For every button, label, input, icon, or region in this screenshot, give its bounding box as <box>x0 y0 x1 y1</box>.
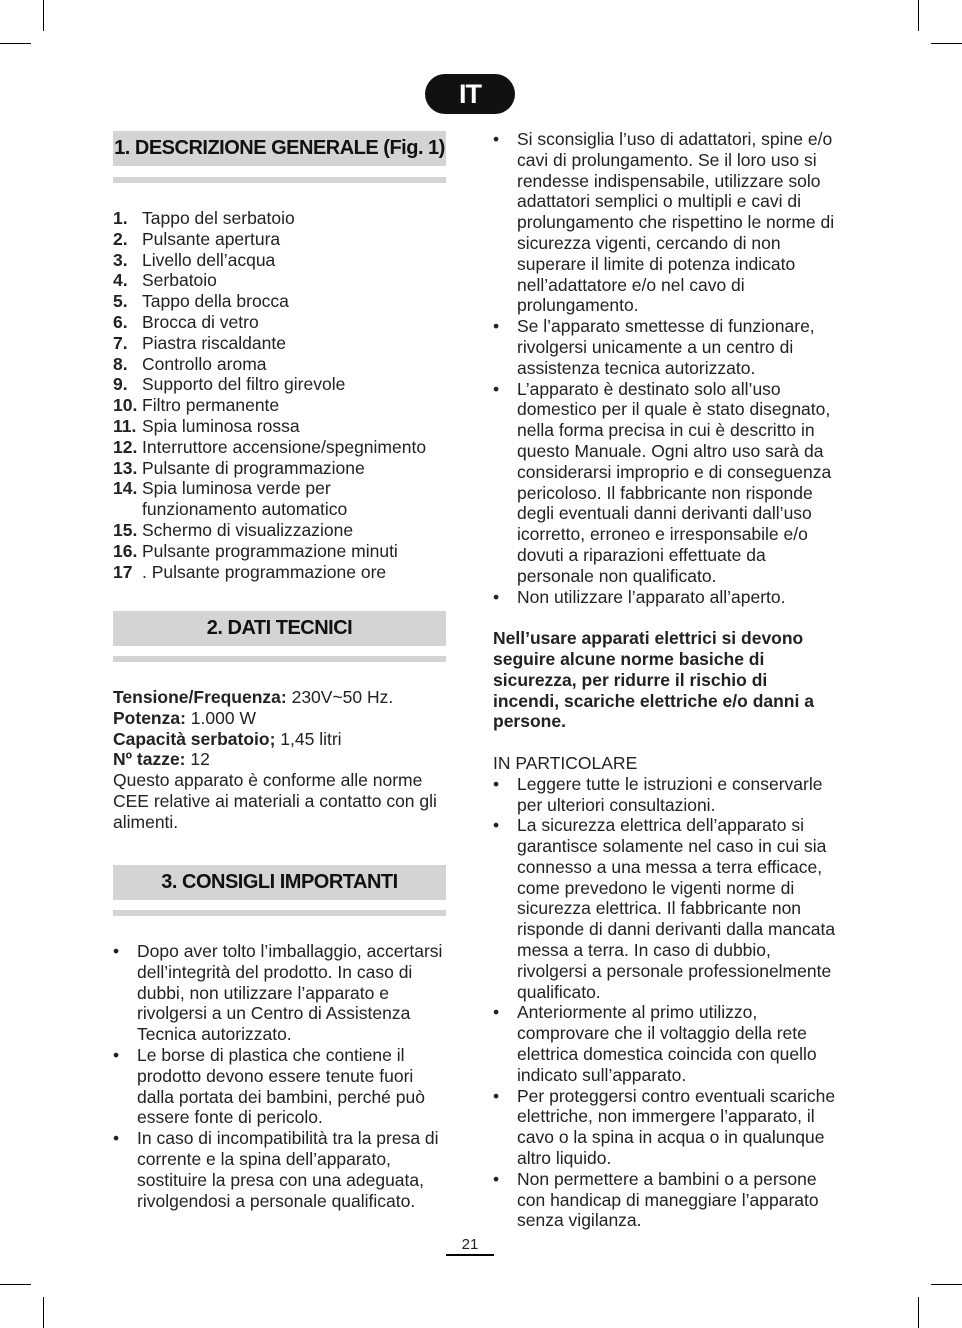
list-item <box>113 541 447 562</box>
section-title-general: 1. DESCRIZIONE GENERALE (Fig. 1) <box>113 131 446 166</box>
crop-mark <box>43 1297 44 1328</box>
list-item: • Leggere tutte le istruzioni e conservarle per ulteriori consultazioni. <box>493 774 838 816</box>
cups-row <box>113 749 447 770</box>
item-text: Spia luminosa verde per funzionamento automatico <box>142 478 348 520</box>
capacity-label: Capacità serbatoio; <box>113 728 276 749</box>
section-divider <box>113 656 446 662</box>
crop-mark <box>0 43 31 44</box>
item-text: . Pulsante programmazione ore <box>142 561 387 582</box>
item-text: Supporto del filtro girevole <box>142 374 346 395</box>
item-number: 8. <box>113 353 128 374</box>
capacity-row <box>113 729 447 750</box>
list-item <box>113 437 447 458</box>
crop-mark <box>918 0 919 31</box>
section-title-advice: 3. CONSIGLI IMPORTANTI <box>113 865 446 900</box>
list-item <box>113 333 447 354</box>
item-text: Tappo della brocca <box>142 291 289 312</box>
parts-list-container <box>113 208 447 582</box>
list-item: • Anteriormente al primo utilizzo, comprovare che il voltaggio della rete elettrica domestica coincida con quello indicato sull’apparato. <box>493 1002 838 1085</box>
item-number: 2. <box>113 228 128 249</box>
list-item: • L’apparato è destinato solo all’uso domestico per il quale è stato disegnato, nella forma precisa in cui è descritto in questo Manuale. Ogni altro uso sarà da considerarsi improprio e di conseguenza pericoloso. Il fabbricante non risponde degli eventuali danni derivanti dall’uso icorretto, erroneo e irresponsabile e/o dovuti a riparazioni effettuate da personale non qualificato. <box>493 379 838 587</box>
cups-label: Nº tazze: <box>113 749 186 770</box>
list-item: • Si sconsiglia l’uso di adattatori, spine e/o cavi di prolungamento. Se il loro uso si rendesse indispensabile, utilizzare solo adattatori semplici o multipli e cavi di prolungamento che rispettino le norme di sicurezza vigenti, cercando di non superare il limite di potenza indicato nell’adattatore e/o nel cavo di prolungamento. <box>493 129 838 316</box>
list-item <box>113 229 447 250</box>
item-number: 12. <box>113 436 138 457</box>
item-text: Piastra riscaldante <box>142 332 286 353</box>
voltage-label: Tensione/Frequenza: <box>113 687 287 707</box>
item-text: Livello dell’acqua <box>142 249 276 270</box>
item-number: 3. <box>113 249 128 270</box>
parts-list <box>113 208 447 582</box>
list-item <box>113 291 447 312</box>
item-text: Brocca di vetro <box>142 311 259 332</box>
safety-warning: Nell’usare apparati elettrici si devono seguire alcune norme basiche di sicurezza, per ridurre il rischio di incendi, scariche elettriche e/o danni a persone. <box>493 628 814 732</box>
crop-mark <box>931 1284 962 1285</box>
crop-mark <box>0 1284 31 1285</box>
list-item <box>113 250 447 271</box>
advice-left-container <box>113 941 447 1211</box>
item-text: Schermo di visualizzazione <box>142 519 354 540</box>
list-item: • Se l’apparato smettesse di funzionare, rivolgersi unicamente a un centro di assistenza tecnica autorizzato. <box>493 316 838 378</box>
list-item <box>113 520 447 541</box>
power-label: Potenza: <box>113 707 186 728</box>
list-item <box>113 458 447 479</box>
item-number: 4. <box>113 270 128 291</box>
crop-mark <box>918 1297 919 1328</box>
list-item <box>113 374 447 395</box>
item-text: Filtro permanente <box>142 395 280 416</box>
advice-list-right <box>493 129 838 607</box>
voltage-value: 230V~50 Hz. <box>286 687 394 707</box>
conformity-note: Questo apparato è conforme alle norme CEE relative ai materiali a contatto con gli alimenti. <box>113 770 437 832</box>
list-item: • Le borse di plastica che contiene il prodotto devono essere tenute fuori dalla portata dei bambini, perché può essere fonte di pericolo. <box>113 1045 447 1128</box>
item-number: 11. <box>113 415 137 436</box>
item-number: 15. <box>113 519 138 540</box>
list-item: • Per proteggersi contro eventuali scariche elettriche, non immergere l’apparato, il cavo o la spina in acqua o in qualunque altro liquido. <box>493 1086 838 1169</box>
item-text: Pulsante di programmazione <box>142 457 365 478</box>
item-number: 16. <box>113 540 138 561</box>
item-text: Serbatoio <box>142 270 217 291</box>
list-item <box>113 395 447 416</box>
item-text: Controllo aroma <box>142 353 267 374</box>
in-particular-heading: IN PARTICOLARE <box>493 752 638 773</box>
list-item: • In caso di incompatibilità tra la presa di corrente e la spina dell’apparato, sostituire la presa con una adeguata, rivolgendosi a personale qualificato. <box>113 1128 447 1211</box>
language-badge: IT <box>425 74 515 114</box>
list-item <box>113 208 447 229</box>
item-text: Interruttore accensione/spegnimento <box>142 436 427 457</box>
tech-data <box>113 687 447 833</box>
item-number: 5. <box>113 291 128 312</box>
item-number: 9. <box>113 374 128 395</box>
cups-value: 12 <box>185 749 210 770</box>
list-item: • Non utilizzare l’apparato all’aperto. <box>493 587 838 608</box>
item-number: 1. <box>113 208 128 228</box>
item-text: Pulsante apertura <box>142 228 281 249</box>
item-text: Spia luminosa rossa <box>142 415 300 436</box>
advice-right-container <box>493 129 838 1231</box>
item-text: Tappo del serbatoio <box>142 208 295 228</box>
list-item: • Non permettere a bambini o a persone con handicap di maneggiare l’apparato senza vigilanza. <box>493 1169 838 1231</box>
section-divider <box>113 910 446 916</box>
capacity-value: 1,45 litri <box>275 728 342 749</box>
section-divider <box>113 177 446 183</box>
item-number: 17 <box>113 561 133 582</box>
voltage-row <box>113 687 447 708</box>
item-number: 10. <box>113 395 138 416</box>
item-number: 13. <box>113 457 138 478</box>
section-title-tech: 2. DATI TECNICI <box>113 611 446 646</box>
advice-list-left <box>113 941 447 1211</box>
item-number: 14. <box>113 478 138 499</box>
item-number: 7. <box>113 332 128 353</box>
list-item <box>113 354 447 375</box>
list-item <box>113 416 447 437</box>
page-number: 21 <box>446 1236 494 1256</box>
power-value: 1.000 W <box>185 707 256 728</box>
particular-list <box>493 774 838 1232</box>
power-row <box>113 708 447 729</box>
crop-mark <box>931 43 962 44</box>
item-text: Pulsante programmazione minuti <box>142 540 398 561</box>
list-item <box>113 478 447 520</box>
list-item: • Dopo aver tolto l’imballaggio, accertarsi dell’integrità del prodotto. In caso di dubbi, non utilizzare l’apparato e rivolgersi a un Centro di Assistenza Tecnica autorizzato. <box>113 941 447 1045</box>
crop-mark <box>43 0 44 31</box>
list-item <box>113 312 447 333</box>
list-item <box>113 562 447 583</box>
item-number: 6. <box>113 311 128 332</box>
list-item <box>113 270 447 291</box>
list-item: • La sicurezza elettrica dell’apparato si garantisce solamente nel caso in cui sia connesso a una messa a terra efficace, come prevedono le vigenti norme di sicurezza elettrica. Il fabbricante non risponde di danni derivanti dalla mancata messa a terra. In caso di dubbio, rivolgersi a personale professionelmente qualificato. <box>493 815 838 1002</box>
